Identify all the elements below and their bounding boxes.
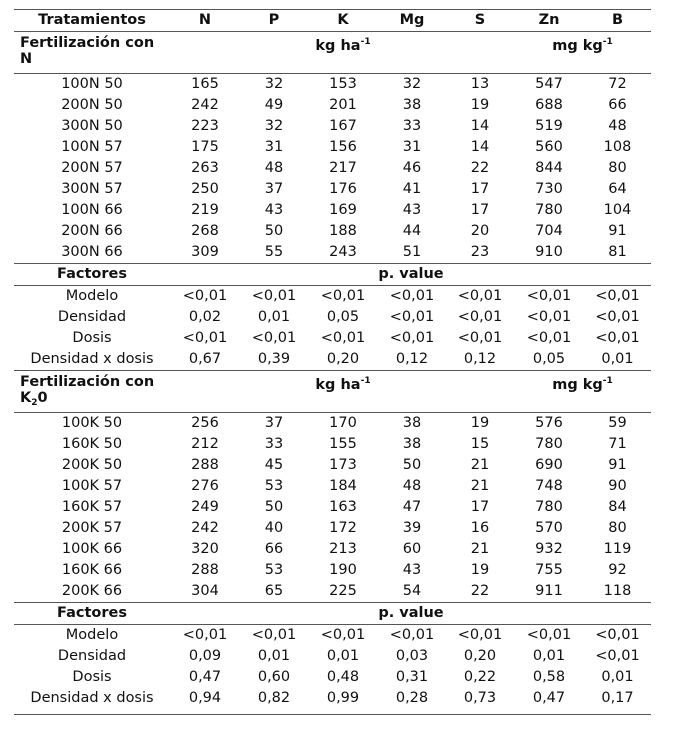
pvalue-cell: <0,01 — [182, 627, 228, 643]
value-cell: 243 — [329, 244, 357, 260]
pvalue-cell: <0,01 — [182, 288, 228, 304]
unit-macro-exponent: -1 — [360, 37, 371, 47]
pvalue-cell: 0,02 — [188, 309, 222, 325]
pvalue-cell: <0,01 — [389, 330, 435, 346]
value-cell: 43 — [402, 202, 422, 218]
value-cell: 48 — [264, 160, 284, 176]
unit-micro-exponent: -1 — [602, 37, 613, 47]
value-cell: 31 — [264, 139, 284, 155]
value-cell: 33 — [264, 436, 284, 452]
pvalue-cell: 0,01 — [326, 648, 360, 664]
value-cell: 91 — [608, 457, 627, 473]
pvalue-cell: <0,01 — [457, 309, 503, 325]
value-cell: 242 — [191, 97, 219, 113]
value-cell: 23 — [470, 244, 490, 260]
value-cell: 249 — [191, 499, 219, 515]
treatment-label: 200K 50 — [61, 457, 123, 473]
pvalue-cell: <0,01 — [389, 627, 435, 643]
pvalue-cell: 0,12 — [463, 351, 497, 367]
value-cell: 570 — [535, 520, 563, 536]
treatment-label: 100K 57 — [61, 478, 123, 494]
treatment-row — [14, 434, 651, 455]
value-cell: 165 — [170, 74, 240, 96]
value-cell: 704 — [535, 223, 563, 239]
pvalue-cell: <0,01 — [389, 288, 435, 304]
header-cell-b: B — [584, 10, 651, 32]
header-cell-n: N — [170, 10, 240, 32]
factor-row — [14, 286, 651, 308]
pvalue-cell: 0,01 — [532, 648, 566, 664]
value-cell: 32 — [378, 74, 446, 96]
value-cell: 21 — [470, 478, 490, 494]
value-cell: 65 — [264, 583, 284, 599]
value-cell: 14 — [470, 139, 490, 155]
treatment-label: 100N 50 — [14, 74, 170, 96]
pvalue-cell: <0,01 — [595, 288, 640, 304]
value-cell: 15 — [470, 436, 490, 452]
value-cell: 276 — [191, 478, 219, 494]
value-cell: 43 — [264, 202, 284, 218]
treatment-label: 160K 50 — [61, 436, 123, 452]
value-cell: 37 — [240, 413, 308, 435]
pvalue-cell: 0,12 — [395, 351, 429, 367]
value-cell: 41 — [402, 181, 422, 197]
value-cell: 108 — [603, 139, 632, 155]
pvalue-cell: <0,01 — [320, 288, 366, 304]
factors-header-row — [14, 264, 651, 286]
value-cell: 53 — [264, 478, 284, 494]
pvalue-cell: 0,82 — [257, 690, 291, 706]
unit-micro-text: mg kg — [552, 377, 603, 393]
value-cell: 223 — [191, 118, 219, 134]
header-cell-k: K — [308, 10, 378, 32]
spacer-cell — [170, 32, 240, 74]
spacer-cell — [170, 371, 240, 413]
value-cell: 320 — [191, 541, 219, 557]
value-cell: 911 — [535, 583, 563, 599]
pvalue-cell: <0,01 — [595, 330, 640, 346]
header-cell-mg: Mg — [378, 10, 446, 32]
value-cell: 91 — [608, 223, 627, 239]
value-cell: 184 — [329, 478, 357, 494]
value-cell: 45 — [264, 457, 284, 473]
value-cell: 519 — [535, 118, 563, 134]
spacer-cell — [514, 603, 584, 625]
value-cell: 844 — [535, 160, 563, 176]
factor-label: Densidad x dosis — [30, 351, 154, 367]
factor-label: Densidad — [57, 309, 127, 325]
value-cell: 43 — [402, 562, 422, 578]
factor-label: Dosis — [72, 669, 112, 685]
factor-label: Densidad x dosis — [30, 690, 154, 706]
pvalue-cell: <0,01 — [457, 627, 503, 643]
pvalue-cell: 0,31 — [395, 669, 429, 685]
value-cell: 50 — [402, 457, 422, 473]
factor-row — [14, 328, 651, 349]
unit-micro-text: mg kg — [552, 38, 603, 54]
value-cell: 910 — [535, 244, 563, 260]
value-cell: 92 — [608, 562, 627, 578]
section-title-row — [14, 371, 651, 413]
factor-label: Densidad — [57, 648, 127, 664]
section-title-subscript: 2 — [31, 398, 38, 408]
value-cell: 309 — [191, 244, 219, 260]
pvalue-cell: <0,01 — [457, 330, 503, 346]
value-cell: 59 — [584, 413, 651, 435]
factors-header-row — [14, 603, 651, 625]
value-cell: 22 — [470, 160, 490, 176]
value-cell: 38 — [402, 436, 422, 452]
value-cell: 932 — [535, 541, 563, 557]
pvalue-cell: <0,01 — [251, 627, 297, 643]
pvalue-cell: 0,22 — [463, 669, 497, 685]
value-cell: 748 — [535, 478, 563, 494]
section-title-main: Fertilización con — [20, 374, 155, 390]
treatment-label: 100N 66 — [61, 202, 123, 218]
value-cell: 188 — [329, 223, 357, 239]
pvalue-cell: <0,01 — [251, 288, 297, 304]
factor-label: Modelo — [65, 288, 119, 304]
value-cell: 780 — [535, 202, 563, 218]
value-cell: 242 — [191, 520, 219, 536]
factor-label: Dosis — [72, 330, 112, 346]
treatment-row — [14, 581, 651, 603]
factor-row — [14, 625, 651, 647]
treatment-label: 300N 66 — [61, 244, 123, 260]
factors-label: Factores — [14, 603, 170, 625]
pvalue-cell: 0,05 — [532, 351, 566, 367]
treatment-row — [14, 74, 651, 96]
pvalue-cell: <0,01 — [320, 627, 366, 643]
value-cell: 66 — [264, 541, 284, 557]
value-cell: 50 — [264, 499, 284, 515]
pvalue-cell: 0,05 — [326, 309, 360, 325]
value-cell: 60 — [402, 541, 422, 557]
value-cell: 21 — [470, 541, 490, 557]
value-cell: 54 — [402, 583, 422, 599]
pvalue-label: p. value — [308, 264, 514, 286]
spacer-cell — [446, 371, 514, 413]
section-title-row — [14, 32, 651, 74]
nutrient-table — [14, 9, 651, 709]
treatment-row — [14, 179, 651, 200]
pvalue-cell: 0,09 — [188, 648, 222, 664]
value-cell: 38 — [378, 413, 446, 435]
value-cell: 81 — [608, 244, 627, 260]
header-cell-tratamientos: Tratamientos — [14, 10, 170, 32]
treatment-row — [14, 242, 651, 264]
pvalue-cell: 0,20 — [326, 351, 360, 367]
value-cell: 288 — [191, 457, 219, 473]
unit-micro — [514, 32, 651, 74]
value-cell: 173 — [329, 457, 357, 473]
treatment-label: 200N 50 — [61, 97, 123, 113]
value-cell: 190 — [329, 562, 357, 578]
value-cell: 17 — [470, 202, 490, 218]
section-title — [14, 32, 170, 74]
value-cell: 48 — [608, 118, 627, 134]
treatment-row — [14, 116, 651, 137]
pvalue-cell: 0,60 — [257, 669, 291, 685]
value-cell: 560 — [535, 139, 563, 155]
value-cell: 172 — [329, 520, 357, 536]
treatment-row — [14, 455, 651, 476]
treatment-row — [14, 413, 651, 435]
pvalue-cell: <0,01 — [182, 330, 228, 346]
pvalue-cell: <0,01 — [251, 330, 297, 346]
pvalue-cell: <0,01 — [526, 627, 572, 643]
value-cell: 153 — [308, 74, 378, 96]
pvalue-cell: 0,01 — [257, 309, 291, 325]
pvalue-cell: <0,01 — [526, 288, 572, 304]
pvalue-cell: 0,73 — [463, 690, 497, 706]
pvalue-cell: 0,47 — [532, 690, 566, 706]
value-cell: 219 — [191, 202, 219, 218]
value-cell: 21 — [470, 457, 490, 473]
value-cell: 16 — [470, 520, 490, 536]
treatment-row — [14, 137, 651, 158]
value-cell: 17 — [470, 181, 490, 197]
treatment-label: 300N 57 — [61, 181, 123, 197]
value-cell: 119 — [603, 541, 632, 557]
pvalue-cell: 0,48 — [326, 669, 360, 685]
pvalue-cell: <0,01 — [526, 309, 572, 325]
value-cell: 780 — [535, 436, 563, 452]
unit-macro-exponent: -1 — [360, 376, 371, 386]
treatment-label: 160K 66 — [61, 562, 123, 578]
pvalue-cell: <0,01 — [457, 288, 503, 304]
value-cell: 31 — [402, 139, 422, 155]
value-cell: 49 — [264, 97, 284, 113]
value-cell: 256 — [170, 413, 240, 435]
value-cell: 688 — [535, 97, 563, 113]
spacer-cell — [514, 264, 584, 286]
pvalue-cell: <0,01 — [595, 648, 640, 664]
unit-micro-exponent: -1 — [602, 376, 613, 386]
value-cell: 263 — [191, 160, 219, 176]
pvalue-cell: <0,01 — [595, 309, 640, 325]
value-cell: 39 — [402, 520, 422, 536]
value-cell: 13 — [446, 74, 514, 96]
value-cell: 176 — [329, 181, 357, 197]
value-cell: 22 — [470, 583, 490, 599]
pvalue-cell: 0,67 — [188, 351, 222, 367]
value-cell: 46 — [402, 160, 422, 176]
value-cell: 288 — [191, 562, 219, 578]
treatment-row — [14, 158, 651, 179]
value-cell: 19 — [470, 97, 490, 113]
value-cell: 38 — [402, 97, 422, 113]
treatment-label: 100K 50 — [14, 413, 170, 435]
section-title-nutrient: N — [20, 51, 33, 67]
treatment-label: 200N 57 — [61, 160, 123, 176]
value-cell: 84 — [608, 499, 627, 515]
value-cell: 80 — [608, 520, 627, 536]
header-row — [14, 10, 651, 32]
value-cell: 225 — [329, 583, 357, 599]
treatment-label: 100K 66 — [61, 541, 123, 557]
spacer-cell — [446, 32, 514, 74]
value-cell: 690 — [535, 457, 563, 473]
treatment-row — [14, 200, 651, 221]
factor-row — [14, 646, 651, 667]
factors-label: Factores — [14, 264, 170, 286]
treatment-label: 200K 66 — [61, 583, 123, 599]
treatment-label: 200K 57 — [61, 520, 123, 536]
value-cell: 80 — [608, 160, 627, 176]
treatment-label: 200N 66 — [61, 223, 123, 239]
unit-macro-text: kg ha — [315, 377, 361, 393]
value-cell: 169 — [329, 202, 357, 218]
value-cell: 71 — [608, 436, 627, 452]
value-cell: 104 — [603, 202, 632, 218]
value-cell: 155 — [329, 436, 357, 452]
value-cell: 20 — [470, 223, 490, 239]
pvalue-cell: 0,01 — [601, 669, 634, 685]
pvalue-cell: 0,01 — [601, 351, 634, 367]
pvalue-cell: <0,01 — [526, 330, 572, 346]
pvalue-cell: 0,17 — [601, 690, 634, 706]
pvalue-cell: <0,01 — [320, 330, 366, 346]
table-bottom-rule — [14, 714, 651, 715]
value-cell: 201 — [329, 97, 357, 113]
value-cell: 118 — [603, 583, 632, 599]
treatment-row — [14, 476, 651, 497]
value-cell: 37 — [264, 181, 284, 197]
value-cell: 213 — [329, 541, 357, 557]
pvalue-cell: 0,58 — [532, 669, 566, 685]
spacer-cell — [170, 603, 240, 625]
value-cell: 53 — [264, 562, 284, 578]
header-cell-s: S — [446, 10, 514, 32]
spacer-cell — [584, 603, 651, 625]
spacer-cell — [240, 264, 308, 286]
factor-row — [14, 307, 651, 328]
value-cell: 576 — [514, 413, 584, 435]
value-cell: 32 — [264, 118, 284, 134]
value-cell: 40 — [264, 520, 284, 536]
pvalue-label: p. value — [308, 603, 514, 625]
pvalue-cell: 0,03 — [395, 648, 429, 664]
value-cell: 50 — [264, 223, 284, 239]
value-cell: 17 — [470, 499, 490, 515]
unit-macro — [240, 32, 446, 74]
value-cell: 780 — [535, 499, 563, 515]
value-cell: 19 — [446, 413, 514, 435]
value-cell: 217 — [329, 160, 357, 176]
value-cell: 547 — [514, 74, 584, 96]
value-cell: 730 — [535, 181, 563, 197]
value-cell: 163 — [329, 499, 357, 515]
value-cell: 51 — [402, 244, 422, 260]
value-cell: 66 — [608, 97, 627, 113]
treatment-label: 300N 50 — [61, 118, 123, 134]
factor-row — [14, 667, 651, 688]
treatment-label: 100N 57 — [61, 139, 123, 155]
treatment-row — [14, 95, 651, 116]
spacer-cell — [584, 264, 651, 286]
value-cell: 32 — [240, 74, 308, 96]
treatment-row — [14, 497, 651, 518]
value-cell: 44 — [402, 223, 422, 239]
value-cell: 156 — [329, 139, 357, 155]
value-cell: 167 — [329, 118, 357, 134]
factor-row — [14, 349, 651, 371]
value-cell: 175 — [191, 139, 219, 155]
factor-row — [14, 688, 651, 709]
value-cell: 19 — [470, 562, 490, 578]
value-cell: 64 — [608, 181, 627, 197]
value-cell: 47 — [402, 499, 422, 515]
pvalue-cell: 0,01 — [257, 648, 291, 664]
value-cell: 268 — [191, 223, 219, 239]
value-cell: 72 — [584, 74, 651, 96]
treatment-row — [14, 539, 651, 560]
unit-macro-text: kg ha — [315, 38, 361, 54]
value-cell: 755 — [535, 562, 563, 578]
value-cell: 55 — [264, 244, 284, 260]
spacer-cell — [240, 603, 308, 625]
value-cell: 304 — [191, 583, 219, 599]
value-cell: 33 — [402, 118, 422, 134]
value-cell: 14 — [470, 118, 490, 134]
pvalue-cell: 0,39 — [257, 351, 291, 367]
header-cell-zn: Zn — [514, 10, 584, 32]
value-cell: 212 — [191, 436, 219, 452]
section-title-tail: 0 — [37, 390, 48, 406]
value-cell: 48 — [402, 478, 422, 494]
value-cell: 170 — [308, 413, 378, 435]
spacer-cell — [170, 264, 240, 286]
value-cell: 90 — [608, 478, 627, 494]
pvalue-cell: 0,20 — [463, 648, 497, 664]
pvalue-cell: 0,47 — [188, 669, 222, 685]
section-title — [14, 371, 170, 413]
section-title-nutrient: K — [20, 390, 32, 406]
treatment-row — [14, 518, 651, 539]
pvalue-cell: 0,99 — [326, 690, 360, 706]
header-cell-p: P — [240, 10, 308, 32]
treatment-label: 160K 57 — [61, 499, 123, 515]
pvalue-cell: <0,01 — [595, 627, 640, 643]
pvalue-cell: 0,28 — [395, 690, 429, 706]
value-cell: 250 — [191, 181, 219, 197]
treatment-row — [14, 560, 651, 581]
pvalue-cell: <0,01 — [389, 309, 435, 325]
factor-label: Modelo — [65, 627, 119, 643]
unit-micro — [514, 371, 651, 413]
treatment-row — [14, 221, 651, 242]
section-title-main: Fertilización con — [20, 35, 155, 51]
unit-macro — [240, 371, 446, 413]
pvalue-cell: 0,94 — [188, 690, 222, 706]
